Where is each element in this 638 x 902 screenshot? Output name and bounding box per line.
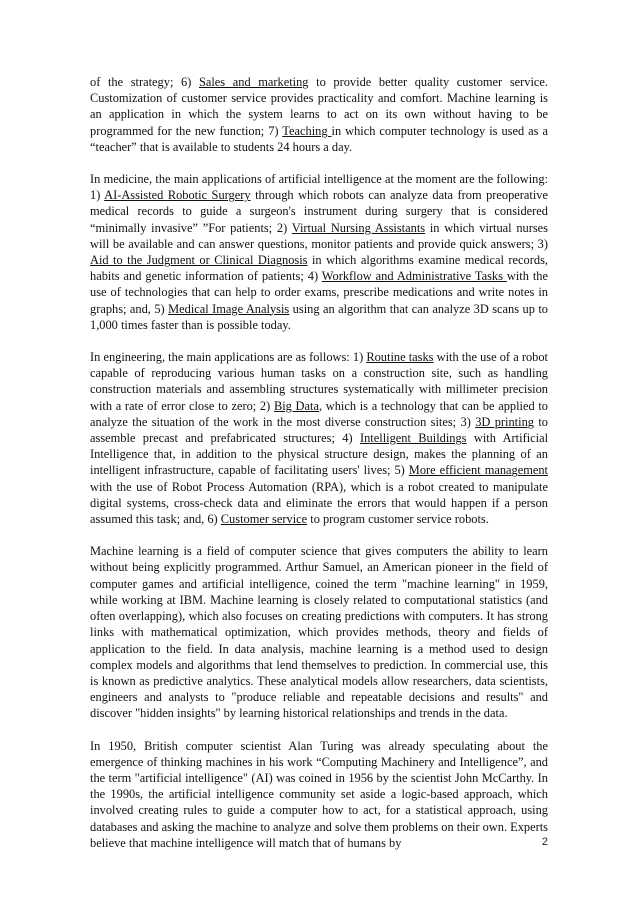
text-run: to assemble precast and prefabricated structures; 4) [90, 414, 548, 446]
document-body [90, 74, 548, 851]
paragraph-history [90, 738, 548, 851]
underlined-term: Workflow and Administrative Tasks [321, 269, 507, 284]
underlined-term: Routine tasks [366, 350, 434, 365]
text-run: In engineering, the main applications are as follows: 1) [90, 350, 367, 365]
paragraph-machine-learning [90, 543, 548, 721]
text-run: with the use of a robot capable of reproducing various human tasks on a construction site, such as handling construction materials and assembling structures systematically with millimeter precision with a rate of error close to zero; 2) [90, 350, 548, 413]
text-run: in which computer technology is used as a “teacher” that is available to students 24 hours a day. [90, 123, 548, 154]
text-run: in which algorithms examine medical records, habits and genetic information of patients; 4) [90, 253, 548, 284]
underlined-term: Virtual Nursing Assistants [291, 220, 426, 235]
paragraph-medicine [90, 171, 548, 333]
underlined-term: Teaching [282, 123, 332, 138]
text-run: Machine learning is a field of computer science that gives computers the ability to learn without being explicitly programmed. Arthur Samuel, an American pioneer in the field of computer games and artificial intelligence, coined the term "machine learning" in 1959, while working at IBM. Machine learning is closely related to computational statistics (and often overlapping), which also focuses on creating predictions with computers. It has strong links with mathematical optimization, which provides methods, theory and fields of application to the field. In data analysis, machine learning is a method used to design complex models and algorithms that lend themselves to prediction. In commercial use, this is known as predictive analytics. These analytical models allow researchers, data scientists, engineers and analysts to "produce reliable and repeatable decisions and results" and discover "hidden insights" by learning historical relationships and trends in the data. [90, 544, 548, 721]
underlined-term: 3D printing [475, 414, 534, 429]
text-run: of the strategy; 6) [90, 75, 199, 89]
text-run: with the use of technologies that can help to order exams, prescribe medications and write notes in graphs; and, 5) [90, 269, 548, 316]
text-run: with the use of Robot Process Automation (RPA), which is a robot created to manipulate digital systems, cross-check data and eliminate the errors that would happen if a person assumed this task; and, 6) [90, 479, 548, 527]
underlined-term: Intelligent Buildings [359, 431, 467, 446]
text-run: through which robots can analyze data from preoperative medical records to guide a surgeon's instrument during surgery that is considered “minimally invasive” ”For patients; 2) [90, 188, 548, 235]
text-run: in which virtual nurses will be available and can answer questions, monitor patients and provide quick answers; 3) [90, 220, 548, 251]
underlined-term: Big Data [273, 398, 319, 413]
page-number: 2 [541, 836, 548, 848]
paragraph-strategy [90, 74, 548, 155]
underlined-term: Customer service [220, 512, 308, 527]
paragraph-engineering [90, 349, 548, 527]
text-run: In medicine, the main applications of artificial intelligence at the moment are the following: 1) [90, 172, 548, 203]
text-run: In 1950, British computer scientist Alan Turing was already speculating about the emergence of thinking machines in his work “Computing Machinery and Intelligence”, and the term "artificial intelligence" (AI) was coined in 1956 by the scientist John McCarthy. In the 1990s, the artificial intelligence community set aside a logic-based approach, which involved creating rules to guide a computer how to act, for a statistical approach, using databases and asking the machine to analyze and solve them problems on their own. Experts believe that machine intelligence will match that of humans by [90, 738, 548, 850]
underlined-term: More efficient management [408, 463, 548, 478]
text-run: to program customer service robots. [307, 512, 489, 527]
underlined-term: Sales and marketing [198, 75, 309, 89]
text-run: , which is a technology that can be applied to analyze the situation of the work in the most diverse construction sites; 3) [90, 398, 549, 429]
underlined-term: Medical Image Analysis [168, 301, 290, 316]
text-run: to provide better quality customer service. Customization of customer service provides practicality and comfort. Machine learning is an application in which the system learns to act on its own without having to be programmed for the new function; 7) [90, 75, 548, 138]
text-run: with Artificial Intelligence that, in addition to the physical structure design, makes the planning of an intelligent infrastructure, capable of facilitating users' lives; 5) [90, 431, 549, 478]
underlined-term: Aid to the Judgment or Clinical Diagnosis [90, 253, 308, 268]
underlined-term: AI-Assisted Robotic Surgery [104, 188, 251, 203]
text-run: using an algorithm that can analyze 3D scans up to 1,000 times faster than is possible today. [90, 301, 548, 332]
